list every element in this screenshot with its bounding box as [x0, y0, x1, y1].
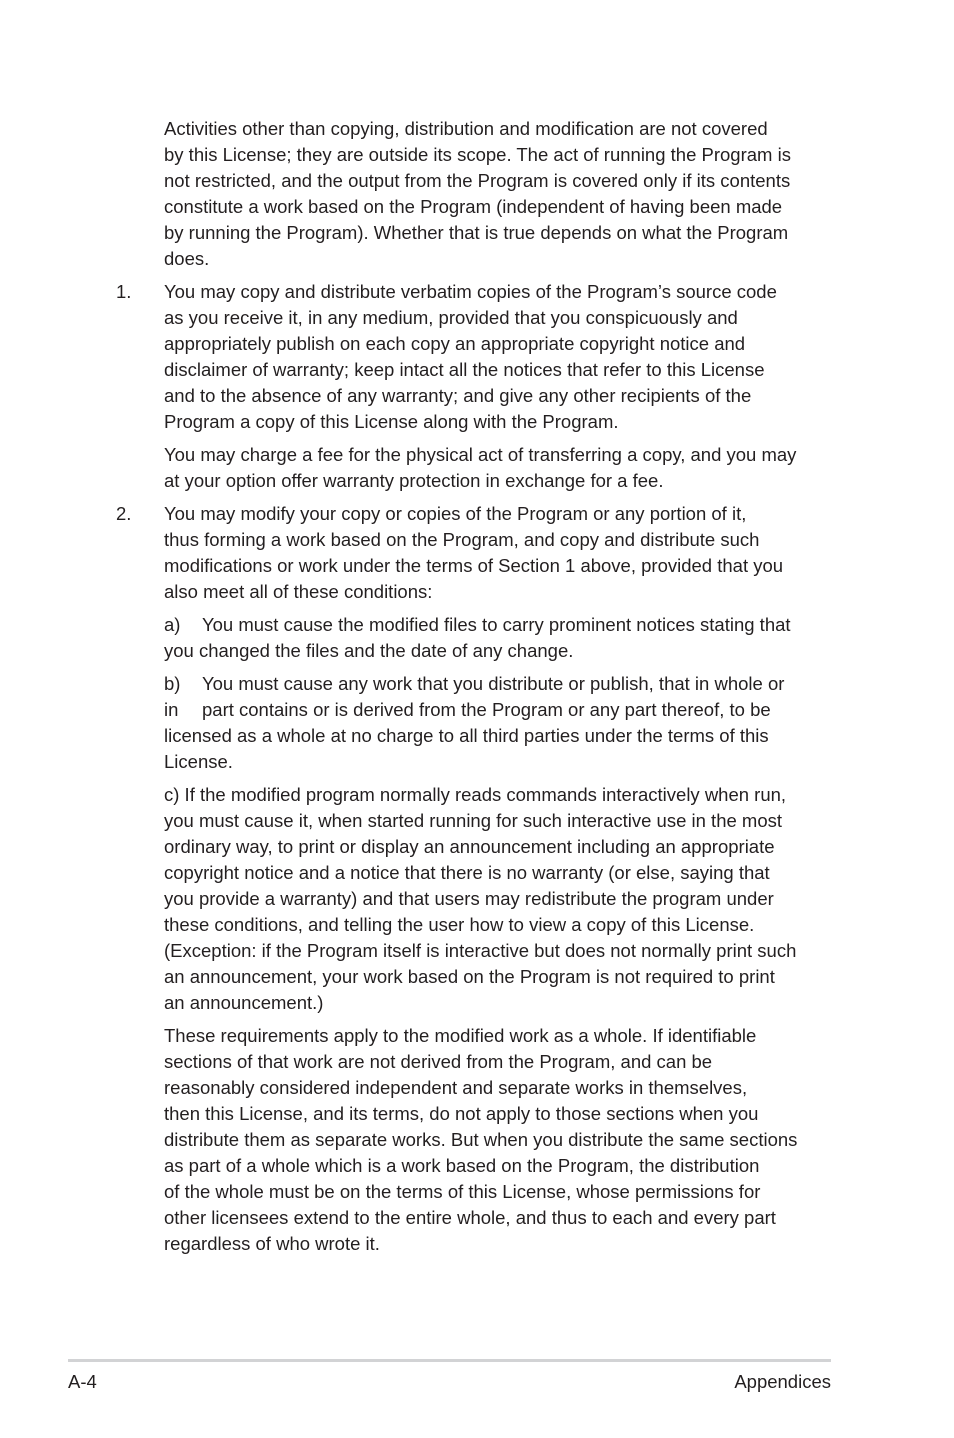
item1-paragraph: [164, 279, 836, 435]
text-line: at your option offer warranty protection in exchange for a fee.: [164, 470, 664, 491]
footer-divider: [68, 1359, 831, 1362]
text-line: regardless of who wrote it.: [164, 1233, 380, 1254]
text-line: You may copy and distribute verbatim copies of the Program’s source code: [164, 281, 777, 302]
text-line: you changed the files and the date of any change.: [164, 640, 574, 661]
text-line: you must cause it, when started running for such interactive use in the most: [164, 810, 783, 831]
text-line: as you receive it, in any medium, provided that you conspicuously and: [164, 307, 738, 328]
text-line: License.: [164, 751, 233, 772]
text-line: (Exception: if the Program itself is interactive but does not normally print such: [164, 940, 797, 961]
text-line: [164, 697, 836, 723]
text-line: other licensees extend to the entire whole, and thus to each and every part: [164, 1207, 776, 1228]
condition-label: b): [164, 673, 181, 694]
list-item-2: [0, 501, 954, 1257]
text-line: modifications or work under the terms of Section 1 above, provided that you: [164, 555, 784, 576]
document-body: [0, 116, 954, 1264]
text-line: copyright notice and a notice that there is no warranty (or else, saying that: [164, 862, 770, 883]
condition-b: [164, 671, 836, 775]
list-number: 1.: [116, 281, 132, 302]
condition-a: [164, 612, 836, 664]
item2-paragraph: [164, 501, 836, 605]
text-line: distribute them as separate works. But when you distribute the same sections: [164, 1129, 798, 1150]
text-line: you provide a warranty) and that users may redistribute the program under: [164, 888, 774, 909]
text-line: ordinary way, to print or display an announcement including an appropriate: [164, 836, 775, 857]
condition-c: [164, 782, 836, 1016]
text-line: also meet all of these conditions:: [164, 581, 433, 602]
text-line: these conditions, and telling the user how to view a copy of this License.: [164, 914, 755, 935]
text-line: an announcement.): [164, 992, 324, 1013]
text-line: thus forming a work based on the Program, and copy and distribute such: [164, 529, 760, 550]
text-line: by running the Program). Whether that is true depends on what the Program: [164, 222, 789, 243]
text-line: as part of a whole which is a work based on the Program, the distribution: [164, 1155, 760, 1176]
text-line: Program a copy of this License along with the Program.: [164, 411, 619, 432]
list-item-1: [0, 279, 954, 494]
text-line: appropriately publish on each copy an appropriate copyright notice and: [164, 333, 746, 354]
text-line: does.: [164, 248, 210, 269]
list-number: 2.: [116, 503, 132, 524]
text-line: not restricted, and the output from the Program is covered only if its contents: [164, 170, 791, 191]
text-line: then this License, and its terms, do not apply to those sections when you: [164, 1103, 759, 1124]
condition-text: You must cause the modified files to carry prominent notices stating that: [202, 614, 791, 635]
text-line: Activities other than copying, distribution and modification are not covered: [164, 118, 768, 139]
condition-label: a): [164, 614, 181, 635]
text-line: and to the absence of any warranty; and give any other recipients of the: [164, 385, 752, 406]
condition-text: part contains or is derived from the Program or any part thereof, to be: [202, 699, 771, 720]
text-line: sections of that work are not derived from the Program, and can be: [164, 1051, 713, 1072]
text-line: by this License; they are outside its scope. The act of running the Program is: [164, 144, 791, 165]
text-line: of the whole must be on the terms of this License, whose permissions for: [164, 1181, 761, 1202]
requirements-paragraph: [164, 1023, 836, 1257]
text-line: c) If the modified program normally reads commands interactively when run,: [164, 784, 787, 805]
condition-text: You must cause any work that you distribute or publish, that in whole or: [202, 673, 785, 694]
intro-paragraph: [164, 116, 836, 272]
text-line: reasonably considered independent and separate works in themselves,: [164, 1077, 748, 1098]
text-line: You may charge a fee for the physical act of transferring a copy, and you may: [164, 444, 797, 465]
text-line: You may modify your copy or copies of the Program or any portion of it,: [164, 503, 747, 524]
page-number: A-4: [68, 1371, 97, 1392]
text-line: These requirements apply to the modified work as a whole. If identifiable: [164, 1025, 757, 1046]
text-line: [164, 612, 836, 638]
text-line: [164, 671, 836, 697]
condition-label-continuation: in: [164, 699, 179, 720]
text-line: licensed as a whole at no charge to all third parties under the terms of this: [164, 725, 769, 746]
text-line: disclaimer of warranty; keep intact all the notices that refer to this License: [164, 359, 765, 380]
section-name: Appendices: [734, 1371, 831, 1392]
text-line: an announcement, your work based on the Program is not required to print: [164, 966, 775, 987]
text-line: constitute a work based on the Program (independent of having been made: [164, 196, 783, 217]
item1-fee-paragraph: [164, 442, 836, 494]
